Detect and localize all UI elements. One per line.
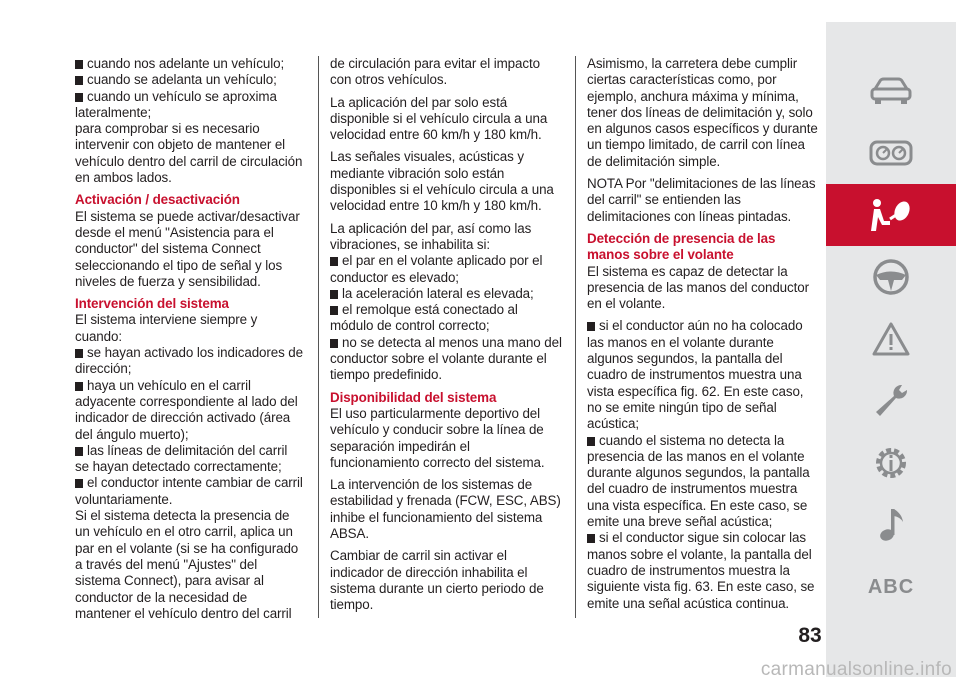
bullet-square-icon xyxy=(330,306,338,315)
nav-item-emergency[interactable] xyxy=(826,308,956,370)
paragraph: para comprobar si es necesario intervenir con objeto de mantener el vehículo dentro del carril de circulación en ambos lados. xyxy=(75,121,303,186)
bullet-square-icon xyxy=(75,479,83,488)
abc-index-icon: ABC xyxy=(867,575,915,598)
bullet-text: se hayan activado los indicadores de dirección; xyxy=(75,345,303,377)
music-note-icon xyxy=(876,506,906,544)
paragraph: El sistema interviene siempre y cuando: xyxy=(75,312,258,344)
nav-item-vehicle[interactable] xyxy=(826,60,956,122)
nav-item-technical-data[interactable] xyxy=(826,432,956,494)
car-icon xyxy=(869,77,913,105)
bullet-square-icon xyxy=(75,76,83,85)
text-column-middle xyxy=(330,56,562,620)
bullet-item xyxy=(75,443,303,476)
settings-gear-icon xyxy=(871,443,911,483)
paragraph: La intervención de los sistemas de estabilidad y frenada (FCW, ESC, ABS) inhibe el funcionamiento del sistema ABSA. xyxy=(330,477,561,542)
nav-item-multimedia[interactable] xyxy=(826,494,956,556)
bullet-item xyxy=(330,335,562,384)
bullet-square-icon xyxy=(587,437,595,446)
bullet-square-icon xyxy=(587,322,595,331)
text-column-right xyxy=(587,56,819,612)
bullet-text: las líneas de delimitación del carril se hayan detectado correctamente; xyxy=(75,442,288,475)
nav-item-maintenance[interactable] xyxy=(826,370,956,432)
bullet-item xyxy=(75,345,303,378)
nav-item-safety[interactable] xyxy=(826,184,956,246)
bullet-square-icon xyxy=(75,60,83,69)
watermark: carmanualsonline.info xyxy=(760,659,952,680)
bullet-text: cuando nos adelante un vehículo; xyxy=(87,56,285,71)
bullet-text: haya un vehículo en el carril adyacente correspondiente al lado del indicador de dirección activado (área del ángulo muerto); xyxy=(75,377,298,442)
paragraph: El sistema se puede activar/desactivar desde el menú "Asistencia para el conductor" del sistema Connect seleccionando el tipo de señal y los niveles de fuerza y sensibilidad. xyxy=(75,208,300,289)
paragraph: Cambiar de carril sin activar el indicador de dirección inhabilita el sistema durante un cierto periodo de tiempo. xyxy=(330,548,544,613)
bullet-text: el par en el volante aplicado por el conductor es elevado; xyxy=(330,253,543,285)
bullet-item xyxy=(587,530,819,611)
bullet-square-icon xyxy=(75,349,83,358)
bullet-item xyxy=(330,286,562,302)
bullet-square-icon xyxy=(587,534,595,543)
nav-item-instruments[interactable] xyxy=(826,122,956,184)
paragraph: Asimismo, la carretera debe cumplir ciertas características como, por ejemplo, anchura máxima y mínima, tener dos líneas de delimitación y, solo en algunos casos específicos y durante un tiempo limitado, de carril con línea de delimitación simple. xyxy=(587,56,818,169)
bullet-item xyxy=(330,253,562,286)
bullet-square-icon xyxy=(75,93,83,102)
bullet-square-icon xyxy=(330,257,338,266)
paragraph: La aplicación del par, así como las vibraciones, se inhabilita si: xyxy=(330,220,532,252)
text-column-left xyxy=(75,56,303,628)
bullet-text: el conductor intente cambiar de carril voluntariamente. xyxy=(75,475,303,507)
paragraph: El uso particularmente deportivo del vehículo y conducir sobre la línea de separación impedirán el funcionamiento correcto del sistema. xyxy=(330,405,545,470)
paragraph: Si el sistema detecta la presencia de un vehículo en el otro carril, aplica un par en el volante (si se ha configurado a través del menú "Ajustes" del sistema Connect), para avisar al conductor de la necesidad de mantener el vehículo dentro del carril xyxy=(75,508,299,621)
bullet-text: si el conductor aún no ha colocado las manos en el volante durante algunos segundos, la pantalla del cuadro de instrumentos muestra una vista específica fig. 62. En este caso, no se emite ningún tipo de señal acústica; xyxy=(587,318,804,432)
section-heading: Disponibilidad del sistema xyxy=(330,389,497,405)
bullet-item xyxy=(75,378,303,443)
bullet-item xyxy=(75,72,303,88)
chapter-sidebar xyxy=(826,22,956,677)
bullet-text: el remolque está conectado al módulo de control correcto; xyxy=(330,302,518,334)
bullet-square-icon xyxy=(75,382,83,391)
bullet-square-icon xyxy=(75,447,83,456)
section-heading: Activación / desactivación xyxy=(75,192,240,208)
nav-item-driving[interactable] xyxy=(826,246,956,308)
section-heading: Intervención del sistema xyxy=(75,296,229,312)
bullet-item xyxy=(587,318,819,432)
driver-airbag-icon xyxy=(868,197,914,233)
bullet-item xyxy=(330,302,562,335)
bullet-item xyxy=(75,475,303,508)
warning-triangle-icon xyxy=(871,321,911,357)
paragraph: La aplicación del par solo está disponible si el vehículo circula a una velocidad entre 60 km/h y 180 km/h. xyxy=(330,94,548,143)
bullet-text: la aceleración lateral es elevada; xyxy=(342,285,534,301)
bullet-square-icon xyxy=(330,290,338,299)
wrench-icon xyxy=(872,382,910,420)
column-divider-right xyxy=(575,56,576,618)
bullet-item xyxy=(75,89,303,122)
bullet-text: cuando el sistema no detecta la presencia de las manos en el volante durante algunos segundos, la pantalla del cuadro de instrumentos muestra una vista específica. En este caso, se emite una breve señal acústica; xyxy=(587,432,810,530)
page-number: 83 xyxy=(798,624,822,647)
paragraph: de circulación para evitar el impacto con otros vehículos. xyxy=(330,56,540,88)
bullet-text: no se detecta al menos una mano del conductor sobre el volante durante el tiempo predefinido. xyxy=(330,334,562,383)
dashboard-gauges-icon xyxy=(869,140,913,166)
bullet-text: cuando se adelanta un vehículo; xyxy=(87,72,277,88)
bullet-text: si el conductor sigue sin colocar las manos sobre el volante, la pantalla del cuadro de instrumentos muestra la siguiente vista fig. 63. En este caso, se emite una señal acústica continua. xyxy=(587,530,815,611)
bullet-square-icon xyxy=(330,339,338,348)
bullet-item xyxy=(587,433,819,531)
paragraph: El sistema es capaz de detectar la presencia de las manos del conductor en el volante. xyxy=(587,263,809,312)
paragraph: NOTA Por "delimitaciones de las líneas del carril" se entienden las delimitaciones con líneas pintadas. xyxy=(587,176,816,224)
column-divider-left xyxy=(318,56,319,618)
section-heading: Detección de presencia de las manos sobre el volante xyxy=(587,230,776,263)
nav-item-index[interactable] xyxy=(826,556,956,618)
bullet-text: cuando un vehículo se aproxima lateralmente; xyxy=(75,88,277,120)
bullet-item xyxy=(75,56,303,72)
paragraph: Las señales visuales, acústicas y mediante vibración solo están disponibles si el vehículo circula a una velocidad entre 10 km/h y 180 km/h. xyxy=(330,149,554,214)
steering-wheel-icon xyxy=(872,258,910,296)
